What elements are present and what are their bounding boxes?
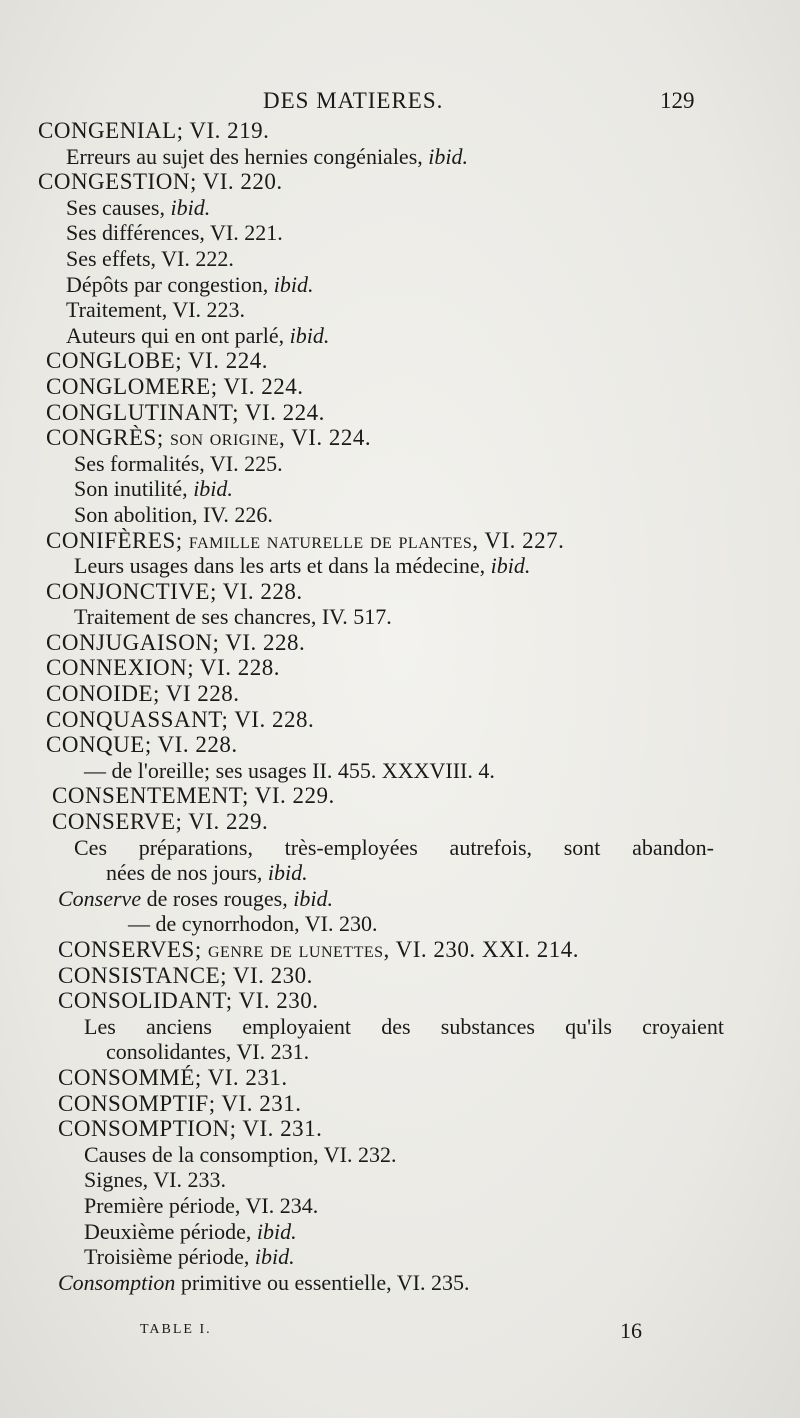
index-subentry [0,1193,800,1219]
entry-text: Leurs usages dans les arts et dans la médecine, [74,553,491,579]
italic-text: ibid. [289,322,330,348]
italic-text: ibid. [256,1218,297,1244]
italic-text: ibid. [273,271,314,297]
entry-text: Causes de la consomption, VI. 232. [84,1141,397,1167]
italic-text: ibid. [170,194,211,220]
entry-text: nées de nos jours, [106,860,268,886]
entry-text: CONJUGAISON; VI. 228. [46,629,306,655]
index-heading [0,169,800,195]
index-subentry [0,1142,800,1168]
entry-text: CONGESTION; VI. 220. [38,169,283,195]
index-entries [0,118,800,1295]
index-subentry [0,860,800,886]
entry-text: Signes, VI. 233. [84,1167,226,1193]
gathering-number: 16 [620,1318,642,1343]
signature-mark: TABLE I. [140,1322,212,1337]
italic-text: ibid. [267,860,308,886]
entry-text: CONSOLIDANT; VI. 230. [58,988,319,1014]
index-heading [0,400,800,426]
entry-text: Auteurs qui en ont parlé, [66,322,290,348]
index-heading [0,1091,800,1117]
entry-text: CONIFÈRES; famille naturelle de plantes, VI. 227. [46,527,565,553]
entry-text: CONSOMMÉ; VI. 231. [58,1064,288,1090]
entry-text: primitive ou essentielle, VI. 235. [175,1269,470,1295]
index-subentry [0,272,800,298]
index-subentry [0,604,800,630]
italic-text: ibid. [293,885,333,911]
index-subentry [0,1014,724,1040]
index-heading [0,579,800,605]
index-heading [0,1065,800,1091]
index-subentry [0,758,800,784]
index-subentry [0,1244,800,1270]
index-subentry [0,451,800,477]
entry-text: Erreurs au sujet des hernies congéniales, [66,143,429,169]
index-heading [0,348,800,374]
entry-text: Les anciens employaient des substances qu'ils croyaient [84,1013,724,1039]
index-heading [0,783,800,809]
index-heading [0,732,800,758]
entry-text: CONGENIAL; VI. 219. [38,118,270,143]
entry-text: CONOIDE; VI 228. [46,681,240,707]
index-subentry [0,144,800,170]
entry-text: CONNEXION; VI. 228. [46,655,280,681]
index-heading [0,681,800,707]
entry-text: CONSISTANCE; VI. 230. [58,962,313,988]
italic-text: ibid. [428,143,468,169]
index-subentry [0,911,800,937]
italic-text: ibid. [490,553,531,579]
entry-text: — de cynorrhodon, VI. 230. [128,911,378,937]
index-subentry [0,1219,800,1245]
index-subentry [0,1039,800,1065]
index-subentry [0,323,800,349]
entry-text: CONSOMPTION; VI. 231. [58,1116,323,1142]
entry-text: Traitement, VI. 223. [66,297,246,323]
entry-text: Traitement de ses chancres, IV. 517. [74,604,392,630]
entry-text: CONGLOBE; VI. 224. [46,348,268,374]
entry-text: Son abolition, IV. 226. [74,501,273,527]
entry-text: CONQUE; VI. 228. [46,732,238,758]
index-heading [0,528,800,554]
entry-text: Troisième période, [84,1244,255,1270]
index-heading [0,1116,800,1142]
italic-text: ibid. [254,1244,295,1270]
index-subentry [0,220,800,246]
index-subentry [0,195,800,221]
entry-text: Ses différences, VI. 221. [66,220,283,246]
entry-text: consolidantes, VI. 231. [106,1039,310,1065]
index-subentry [0,835,714,861]
index-heading [0,425,800,451]
entry-text: Ses causes, [66,194,171,220]
entry-text: CONSERVE; VI. 229. [52,809,269,835]
italic-text: Conserve [58,885,142,911]
entry-text: Ses formalités, VI. 225. [74,450,283,476]
index-subentry [0,502,800,528]
index-heading [0,655,800,681]
page-number: 129 [660,88,695,113]
index-heading [0,118,800,144]
header-title: DES MATIERES. [263,88,444,113]
italic-text: ibid. [193,476,233,502]
index-subentry [0,246,800,272]
entry-text: Ces préparations, très-employées autrefois, sont abandon- [74,834,714,860]
index-subentry [0,297,800,323]
entry-text: Ses effets, VI. 222. [66,245,234,271]
index-heading [0,963,800,989]
index-heading [0,937,800,963]
index-heading [0,707,800,733]
index-heading [0,809,800,835]
entry-text: — de l'oreille; ses usages II. 455. XXXVIII. 4. [84,757,495,783]
entry-text: Première période, VI. 234. [84,1192,319,1218]
index-heading [0,374,800,400]
running-header [0,88,800,120]
italic-text: Consomption [58,1269,176,1295]
index-subentry [0,886,800,912]
entry-text: CONJONCTIVE; VI. 228. [46,578,303,604]
entry-text: CONGLOMERE; VI. 224. [46,373,304,399]
index-heading [0,630,800,656]
entry-text: CONGRÈS; son origine, VI. 224. [46,425,372,451]
index-heading [0,988,800,1014]
index-subentry [0,1167,800,1193]
entry-text: CONQUASSANT; VI. 228. [46,706,315,732]
entry-text: Dépôts par congestion, [66,271,274,297]
page-footer [0,1318,800,1348]
entry-text: Son inutilité, [74,476,194,502]
index-subentry [0,1270,800,1296]
index-subentry [0,553,800,579]
entry-text: CONSENTEMENT; VI. 229. [52,783,335,809]
entry-text: CONSERVES; genre de lunettes, VI. 230. XXI. 214. [58,937,580,962]
entry-text: CONGLUTINANT; VI. 224. [46,399,325,425]
index-subentry [0,476,800,502]
entry-text: CONSOMPTIF; VI. 231. [58,1090,302,1116]
entry-text: de roses rouges, [141,885,294,911]
entry-text: Deuxième période, [84,1218,257,1244]
